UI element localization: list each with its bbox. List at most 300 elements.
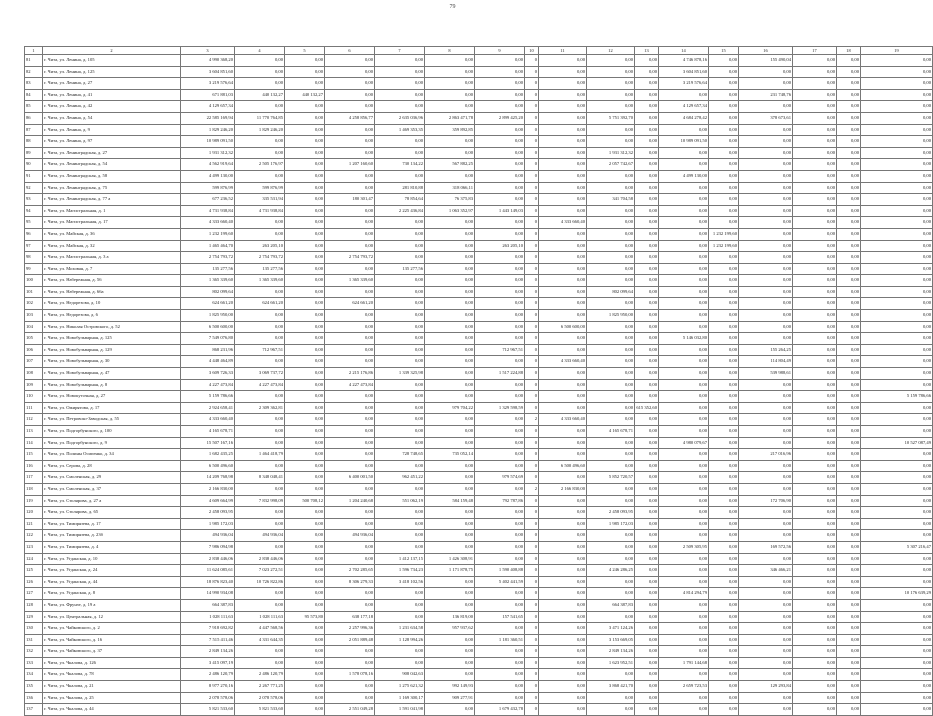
amount-cell: 0,00: [739, 136, 793, 148]
amount-cell: 0,00: [539, 368, 587, 380]
address-cell: г. Чита, ул. Недорезова, д. 6: [43, 310, 181, 322]
amount-cell: 0,00: [285, 344, 325, 356]
address-cell: г. Чита, ул. Угданская, д. 10: [43, 553, 181, 565]
row-index-cell: 96: [25, 228, 43, 240]
amount-cell: 0,00: [659, 472, 709, 484]
amount-cell: 1 231 634,58: [375, 623, 425, 635]
amount-cell: 0,00: [539, 646, 587, 658]
amount-cell: 0,00: [475, 646, 525, 658]
amount-cell: 2 225 436,84: [375, 205, 425, 217]
amount-cell: 4 447 568,56: [235, 623, 285, 635]
amount-cell: 0,00: [659, 530, 709, 542]
amount-cell: 494 936,04: [325, 530, 375, 542]
amount-cell: 0,00: [539, 472, 587, 484]
amount-cell: 712 967,51: [235, 344, 285, 356]
amount-cell: 0,00: [739, 460, 793, 472]
amount-cell: 0,00: [709, 530, 739, 542]
amount-cell: 0,00: [793, 379, 837, 391]
amount-cell: 0,00: [793, 426, 837, 438]
amount-cell: 0,00: [475, 298, 525, 310]
amount-cell: 0,00: [739, 240, 793, 252]
amount-cell: 0,00: [635, 414, 659, 426]
amount-cell: 0,00: [861, 101, 933, 113]
amount-cell: 0,00: [235, 66, 285, 78]
amount-cell: 2 486 120,79: [235, 669, 285, 681]
address-cell: г. Чита, ул. Тимирязева, д. 4: [43, 541, 181, 553]
amount-cell: 0,00: [709, 298, 739, 310]
amount-cell: 0,00: [285, 657, 325, 669]
amount-cell: 0,00: [539, 159, 587, 171]
amount-cell: 0,00: [325, 66, 375, 78]
amount-cell: 180 301,47: [325, 194, 375, 206]
row-index-cell: 115: [25, 449, 43, 461]
amount-cell: 0,00: [425, 240, 475, 252]
amount-cell: 0,00: [475, 379, 525, 391]
amount-cell: 0,00: [793, 89, 837, 101]
amount-cell: 992 149,93: [425, 681, 475, 693]
amount-cell: 624 661,20: [181, 298, 235, 310]
amount-cell: 0,00: [235, 55, 285, 67]
table-row: [25, 159, 933, 171]
amount-cell: 155 490,04: [739, 55, 793, 67]
amount-cell: 0,00: [659, 159, 709, 171]
row-index-cell: 114: [25, 437, 43, 449]
address-cell: г. Чита, ул. Майская, д. 32: [43, 240, 181, 252]
amount-cell: 0,00: [539, 275, 587, 287]
amount-cell: 735 052,14: [425, 449, 475, 461]
row-index-cell: 104: [25, 321, 43, 333]
amount-cell: 2 215 176,86: [325, 368, 375, 380]
amount-cell: 0,00: [659, 460, 709, 472]
amount-cell: 0,00: [539, 136, 587, 148]
amount-cell: 0,00: [475, 321, 525, 333]
amount-cell: 957 937,62: [425, 623, 475, 635]
amount-cell: 0,00: [325, 460, 375, 472]
amount-cell: 0,00: [861, 623, 933, 635]
amount-cell: 0,00: [837, 333, 861, 345]
amount-cell: 0,00: [325, 333, 375, 345]
row-index-cell: 119: [25, 495, 43, 507]
amount-cell: 0,00: [635, 437, 659, 449]
amount-cell: 2 078 578,06: [181, 692, 235, 704]
amount-cell: 0,00: [793, 368, 837, 380]
amount-cell: 0,00: [709, 681, 739, 693]
amount-cell: 0,00: [659, 298, 709, 310]
amount-cell: 4 246 286,25: [587, 565, 635, 577]
amount-cell: 0,00: [587, 704, 635, 716]
amount-cell: 0,00: [659, 321, 709, 333]
column-header: 9: [475, 47, 525, 55]
amount-cell: 539 988,61: [739, 368, 793, 380]
amount-cell: 0,00: [709, 495, 739, 507]
amount-cell: 0,00: [587, 170, 635, 182]
amount-cell: 0,00: [861, 217, 933, 229]
amount-cell: 0,00: [837, 78, 861, 90]
amount-cell: 0,00: [475, 414, 525, 426]
amount-cell: 0,00: [285, 402, 325, 414]
amount-cell: 0,00: [793, 530, 837, 542]
amount-cell: 18 876 823,40: [181, 576, 235, 588]
amount-cell: 0,00: [635, 147, 659, 159]
amount-cell: 0,00: [285, 414, 325, 426]
amount-cell: 0,00: [285, 101, 325, 113]
amount-cell: 0,00: [659, 368, 709, 380]
amount-cell: 0,00: [475, 426, 525, 438]
amount-cell: 0,00: [709, 588, 739, 600]
amount-cell: 7 549 076,80: [181, 333, 235, 345]
amount-cell: 0,00: [285, 159, 325, 171]
amount-cell: 1 169 300,17: [375, 692, 425, 704]
amount-cell: 0,00: [475, 66, 525, 78]
table-row: [25, 286, 933, 298]
amount-cell: 8 306 279,33: [325, 576, 375, 588]
amount-cell: 0,00: [659, 414, 709, 426]
amount-cell: 0,00: [475, 437, 525, 449]
amount-cell: 0: [525, 263, 539, 275]
amount-cell: 0,00: [375, 657, 425, 669]
column-header: 15: [709, 47, 739, 55]
row-index-cell: 89: [25, 147, 43, 159]
amount-cell: 3 604 851,60: [181, 66, 235, 78]
amount-cell: 0,00: [285, 518, 325, 530]
amount-cell: 5 146 032,80: [659, 333, 709, 345]
amount-cell: 0,00: [285, 576, 325, 588]
amount-cell: 0,00: [375, 530, 425, 542]
amount-cell: 0,00: [475, 78, 525, 90]
amount-cell: 0,00: [539, 437, 587, 449]
amount-cell: 0,00: [375, 321, 425, 333]
amount-cell: 979 574,69: [475, 472, 525, 484]
amount-cell: 0,00: [861, 495, 933, 507]
amount-cell: 0,00: [235, 437, 285, 449]
amount-cell: 0: [525, 194, 539, 206]
table-row: [25, 553, 933, 565]
amount-cell: 0,00: [375, 483, 425, 495]
table-row: [25, 379, 933, 391]
amount-cell: 263 205,10: [235, 240, 285, 252]
amount-cell: 1 128 994,26: [375, 634, 425, 646]
amount-cell: 0,00: [837, 657, 861, 669]
amount-cell: 0,00: [375, 89, 425, 101]
amount-cell: 440 132,27: [235, 89, 285, 101]
amount-cell: 0,00: [837, 437, 861, 449]
amount-cell: 0,00: [837, 298, 861, 310]
amount-cell: 0,00: [739, 426, 793, 438]
amount-cell: 4 333 660,40: [539, 414, 587, 426]
amount-cell: 5 159 786,66: [861, 391, 933, 403]
amount-cell: 0,00: [793, 252, 837, 264]
amount-cell: 0,00: [425, 460, 475, 472]
amount-cell: 0,00: [285, 460, 325, 472]
amount-cell: 0,00: [325, 588, 375, 600]
amount-cell: 0,00: [425, 669, 475, 681]
amount-cell: 0,00: [837, 530, 861, 542]
amount-cell: 0,00: [587, 136, 635, 148]
amount-cell: 0,00: [539, 553, 587, 565]
amount-cell: 0: [525, 147, 539, 159]
address-cell: г. Чита, ул. Угданская, д. 8: [43, 588, 181, 600]
amount-cell: 0,00: [587, 356, 635, 368]
amount-cell: 664 387,83: [587, 599, 635, 611]
table-row: [25, 310, 933, 322]
amount-cell: 0,00: [635, 240, 659, 252]
amount-cell: 0,00: [285, 669, 325, 681]
amount-cell: 0: [525, 599, 539, 611]
amount-cell: 0,00: [837, 623, 861, 635]
table-row: [25, 112, 933, 124]
amount-cell: 0,00: [837, 124, 861, 136]
row-index-cell: 116: [25, 460, 43, 472]
address-cell: г. Чита, ул. Ленинградская, д. 77 а: [43, 194, 181, 206]
amount-cell: 868 231,96: [181, 344, 235, 356]
amount-cell: 0,00: [837, 599, 861, 611]
amount-cell: 1 931 312,32: [587, 147, 635, 159]
row-index-cell: 106: [25, 344, 43, 356]
amount-cell: 0,00: [709, 321, 739, 333]
amount-cell: 5 821 533,60: [181, 704, 235, 716]
amount-cell: 0,00: [635, 669, 659, 681]
amount-cell: 0,00: [325, 170, 375, 182]
row-index-cell: 113: [25, 426, 43, 438]
amount-cell: 0: [525, 437, 539, 449]
table-row: [25, 599, 933, 611]
amount-cell: 0,00: [425, 89, 475, 101]
amount-cell: 0,00: [375, 611, 425, 623]
amount-cell: 0,00: [425, 472, 475, 484]
amount-cell: 0,00: [659, 344, 709, 356]
amount-cell: 0,00: [285, 449, 325, 461]
amount-cell: 0: [525, 55, 539, 67]
amount-cell: 0: [525, 275, 539, 287]
table-row: [25, 692, 933, 704]
amount-cell: 0,00: [709, 449, 739, 461]
amount-cell: 1 623 952,51: [587, 657, 635, 669]
amount-cell: 1 829 246,20: [181, 124, 235, 136]
amount-cell: 4 499 130,00: [659, 170, 709, 182]
address-cell: г. Чита, ул. Ленинградская, д. 75: [43, 182, 181, 194]
amount-cell: 0,00: [793, 565, 837, 577]
amount-cell: 4 731 938,84: [235, 205, 285, 217]
amount-cell: 172 706,90: [739, 495, 793, 507]
table-row: [25, 634, 933, 646]
amount-cell: 0,00: [587, 275, 635, 287]
amount-cell: 0,00: [635, 286, 659, 298]
amount-cell: 0,00: [659, 182, 709, 194]
amount-cell: 0,00: [285, 530, 325, 542]
amount-cell: 0,00: [837, 66, 861, 78]
amount-cell: 0,00: [635, 565, 659, 577]
amount-cell: 1 985 172,03: [587, 518, 635, 530]
amount-cell: 4 165 678,71: [587, 426, 635, 438]
amount-cell: 0,00: [587, 78, 635, 90]
amount-cell: 0: [525, 553, 539, 565]
amount-cell: 15 507 167,16: [181, 437, 235, 449]
amount-cell: 0: [525, 159, 539, 171]
amount-cell: 0,00: [375, 646, 425, 658]
address-cell: г. Чита, ул. Серова, д. 28: [43, 460, 181, 472]
amount-cell: 0,00: [837, 356, 861, 368]
table-row: [25, 356, 933, 368]
amount-cell: 4 746 878,16: [659, 55, 709, 67]
amount-cell: 0,00: [425, 483, 475, 495]
amount-cell: 4 448 464,89: [181, 356, 235, 368]
amount-cell: 2 754 793,72: [235, 252, 285, 264]
amount-cell: 0,00: [475, 55, 525, 67]
amount-cell: 0,00: [837, 611, 861, 623]
amount-cell: 0,00: [739, 321, 793, 333]
amount-cell: 0,00: [861, 55, 933, 67]
amount-cell: 135 277,56: [235, 263, 285, 275]
amount-cell: 0,00: [375, 344, 425, 356]
amount-cell: 0,00: [539, 611, 587, 623]
amount-cell: 0,00: [587, 124, 635, 136]
amount-cell: 1 028 111,63: [235, 611, 285, 623]
address-cell: г. Чита, ул. Чкалова, д. 126: [43, 657, 181, 669]
amount-cell: 0,00: [475, 553, 525, 565]
amount-cell: 0,00: [659, 379, 709, 391]
amount-cell: 0,00: [739, 78, 793, 90]
amount-cell: 0,00: [861, 379, 933, 391]
amount-cell: 0,00: [587, 669, 635, 681]
amount-cell: 0,00: [285, 472, 325, 484]
amount-cell: 0,00: [325, 541, 375, 553]
amount-cell: 0,00: [539, 449, 587, 461]
amount-cell: 1 464 418,79: [235, 449, 285, 461]
amount-cell: 0,00: [539, 657, 587, 669]
amount-cell: 0,00: [635, 170, 659, 182]
amount-cell: 0,00: [709, 89, 739, 101]
amount-cell: 0,00: [539, 681, 587, 693]
amount-cell: 0,00: [235, 391, 285, 403]
amount-cell: 0,00: [709, 182, 739, 194]
amount-cell: 0,00: [285, 78, 325, 90]
amount-cell: 0,00: [635, 55, 659, 67]
address-cell: г. Чита, ул. Чайковского, д. 2: [43, 623, 181, 635]
amount-cell: 0,00: [325, 286, 375, 298]
amount-cell: 0,00: [861, 89, 933, 101]
amount-cell: 0,00: [861, 66, 933, 78]
amount-cell: 5 307 216,47: [861, 541, 933, 553]
amount-cell: 0,00: [539, 495, 587, 507]
amount-cell: 0,00: [709, 391, 739, 403]
amount-cell: 909 277,91: [425, 692, 475, 704]
amount-cell: 14 990 934,08: [181, 588, 235, 600]
amount-cell: 979 704,22: [425, 402, 475, 414]
amount-cell: 0,00: [861, 228, 933, 240]
amount-cell: 0,00: [659, 252, 709, 264]
row-index-cell: 117: [25, 472, 43, 484]
amount-cell: 0,00: [425, 263, 475, 275]
amount-cell: 0,00: [659, 611, 709, 623]
row-index-cell: 101: [25, 286, 43, 298]
amount-cell: 0,00: [837, 217, 861, 229]
amount-cell: 0,00: [235, 228, 285, 240]
amount-cell: 0,00: [635, 89, 659, 101]
amount-cell: 0,00: [659, 553, 709, 565]
amount-cell: 0,00: [635, 692, 659, 704]
amount-cell: 10 527 087,49: [861, 437, 933, 449]
amount-cell: 0,00: [539, 379, 587, 391]
amount-cell: 0,00: [635, 263, 659, 275]
amount-cell: 0,00: [635, 310, 659, 322]
amount-cell: 0,00: [587, 298, 635, 310]
amount-cell: 0,00: [539, 507, 587, 519]
address-cell: г. Чита, ул. Магистральная, д. 3 а: [43, 252, 181, 264]
amount-cell: 0,00: [475, 483, 525, 495]
address-cell: г. Чита, ул. Смоленская, д. 29: [43, 472, 181, 484]
amount-cell: 0,00: [587, 89, 635, 101]
amount-cell: 0,00: [861, 426, 933, 438]
amount-cell: 0,00: [837, 472, 861, 484]
amount-cell: 2 863 471,78: [425, 112, 475, 124]
amount-cell: 1 591 041,98: [375, 704, 425, 716]
amount-cell: 0,00: [375, 379, 425, 391]
amount-cell: 0,00: [837, 646, 861, 658]
amount-cell: 2 267 771,25: [235, 681, 285, 693]
amount-cell: 0,00: [793, 240, 837, 252]
amount-cell: 0,00: [861, 368, 933, 380]
amount-cell: 0,00: [425, 599, 475, 611]
amount-cell: 0,00: [659, 704, 709, 716]
amount-cell: 0,00: [587, 530, 635, 542]
amount-cell: 0,00: [475, 541, 525, 553]
amount-cell: 0,00: [861, 275, 933, 287]
amount-cell: 0,00: [285, 321, 325, 333]
amount-cell: 0,00: [285, 426, 325, 438]
amount-cell: 114 804,49: [739, 356, 793, 368]
column-header: 11: [539, 47, 587, 55]
amount-cell: 1 412 137,15: [375, 553, 425, 565]
amount-cell: 0,00: [739, 228, 793, 240]
amount-cell: 0: [525, 460, 539, 472]
amount-cell: 0,00: [325, 89, 375, 101]
amount-cell: 0,00: [375, 217, 425, 229]
column-header: 2: [43, 47, 181, 55]
amount-cell: 1 365 339,60: [325, 275, 375, 287]
address-cell: г. Чита, ул. Ленинградская, д. 27: [43, 147, 181, 159]
amount-cell: 0,00: [709, 599, 739, 611]
amount-cell: 0,00: [539, 426, 587, 438]
amount-cell: 0,00: [375, 136, 425, 148]
amount-cell: 0,00: [709, 437, 739, 449]
amount-cell: 0,00: [475, 599, 525, 611]
amount-cell: 0,00: [793, 194, 837, 206]
amount-cell: 0,00: [739, 576, 793, 588]
amount-cell: 0,00: [793, 112, 837, 124]
amount-cell: 0,00: [793, 263, 837, 275]
amount-cell: 0,00: [539, 228, 587, 240]
amount-cell: 0,00: [659, 275, 709, 287]
amount-cell: 0,00: [837, 228, 861, 240]
amount-cell: 0,00: [539, 66, 587, 78]
amount-cell: 4 227 473,84: [181, 379, 235, 391]
row-index-cell: 122: [25, 530, 43, 542]
amount-cell: 0,00: [285, 483, 325, 495]
amount-cell: 0,00: [285, 565, 325, 577]
amount-cell: 0,00: [235, 426, 285, 438]
address-cell: г. Чита, ул. Столярова, д. 65: [43, 507, 181, 519]
address-cell: г. Чита, ул. Тимирязева, д. 17: [43, 518, 181, 530]
amount-cell: 0,00: [587, 66, 635, 78]
amount-cell: 0,00: [659, 228, 709, 240]
amount-cell: 0,00: [793, 310, 837, 322]
amount-cell: 4 562 919,64: [181, 159, 235, 171]
table-row: [25, 170, 933, 182]
amount-cell: 95 573,80: [285, 611, 325, 623]
table-row: [25, 495, 933, 507]
amount-cell: 0,00: [539, 402, 587, 414]
amount-cell: 5 852 720,57: [587, 472, 635, 484]
